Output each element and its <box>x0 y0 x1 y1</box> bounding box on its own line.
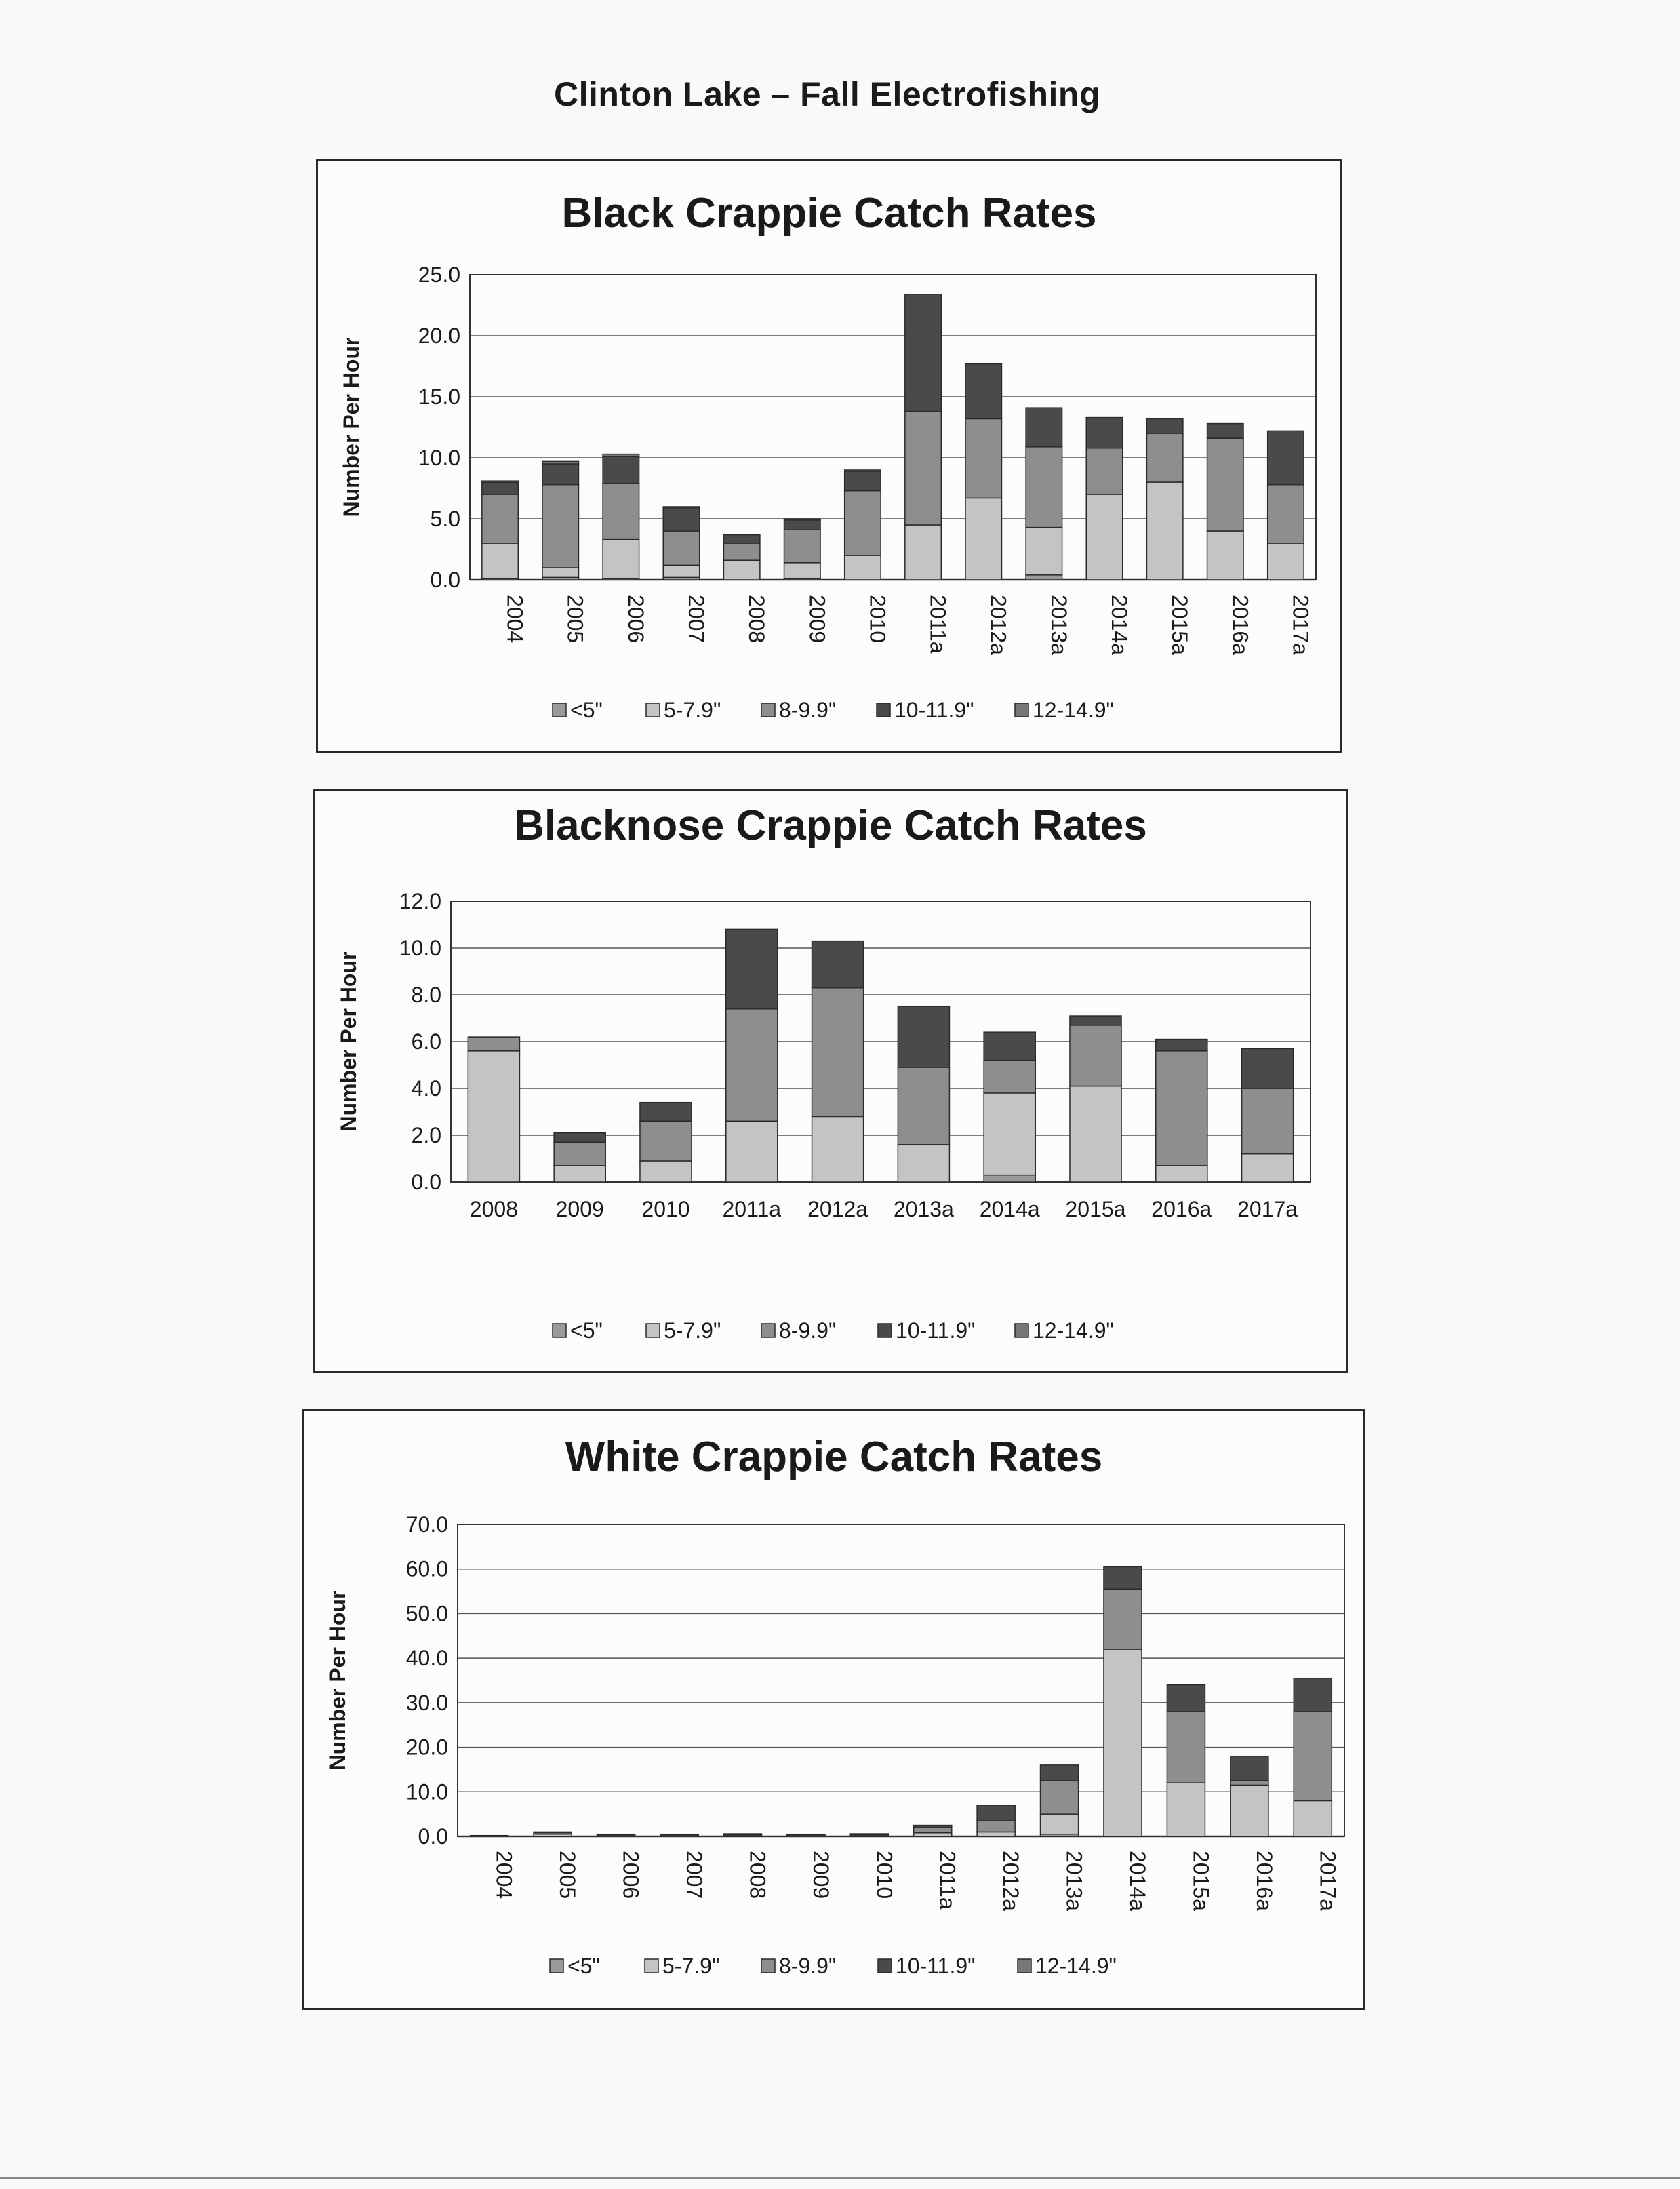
bar-segment <box>1026 575 1062 580</box>
x-tick-label: 2012a <box>986 595 1011 655</box>
bar-segment <box>1041 1781 1079 1814</box>
y-tick-label: 40.0 <box>405 1646 448 1671</box>
x-tick-label: 2017a <box>1315 1851 1340 1911</box>
legend-swatch <box>1018 1959 1031 1973</box>
bar-segment <box>1207 438 1243 531</box>
bar-segment <box>1086 494 1122 580</box>
bar-segment <box>845 491 881 555</box>
bar-segment <box>482 494 518 543</box>
y-tick-label: 15.0 <box>418 384 460 409</box>
bar-segment <box>977 1832 1015 1836</box>
bar-segment <box>1242 1154 1294 1182</box>
bar-segment <box>1294 1800 1332 1836</box>
x-tick-label: 2012a <box>807 1197 868 1221</box>
legend-label: 8-9.9" <box>779 1318 837 1343</box>
legend-label: <5" <box>570 698 603 722</box>
bar-segment <box>726 1009 778 1122</box>
x-tick-label: 2016a <box>1151 1197 1212 1221</box>
bar-segment <box>965 363 1001 418</box>
y-tick-label: 0.0 <box>411 1170 441 1194</box>
legend-label: 12-14.9" <box>1033 1318 1114 1343</box>
x-tick-label: 2012a <box>999 1851 1024 1911</box>
bar-segment <box>1041 1814 1079 1834</box>
chart-title: Blacknose Crappie Catch Rates <box>514 802 1147 849</box>
bar-segment <box>1167 1685 1205 1712</box>
y-axis-label: Number Per Hour <box>339 337 363 517</box>
y-axis-label: Number Per Hour <box>325 1590 350 1771</box>
legend-label: 12-14.9" <box>1035 1954 1117 1978</box>
bar-segment <box>640 1103 692 1122</box>
bar-segment <box>723 536 759 543</box>
x-tick-label: 2007 <box>684 595 708 644</box>
x-tick-label: 2008 <box>744 595 769 644</box>
bar-segment <box>977 1805 1015 1821</box>
legend-swatch <box>646 703 660 717</box>
legend-label: 8-9.9" <box>779 698 837 722</box>
x-tick-label: 2009 <box>555 1197 604 1221</box>
white-crappie-chart-panel <box>302 1409 1365 2010</box>
bar-segment <box>905 412 941 525</box>
page-bottom-rule <box>0 2177 1680 2179</box>
x-tick-label: 2017a <box>1237 1197 1298 1221</box>
bar-segment <box>914 1826 952 1828</box>
x-tick-label: 2014a <box>1107 595 1132 655</box>
bar-segment <box>1156 1051 1207 1166</box>
x-tick-label: 2013a <box>1062 1851 1087 1911</box>
x-tick-label: 2009 <box>808 1851 833 1899</box>
y-tick-label: 50.0 <box>405 1601 448 1626</box>
bar-segment <box>984 1093 1035 1175</box>
chart-title: White Crappie Catch Rates <box>565 1434 1103 1480</box>
bar-segment <box>845 470 881 471</box>
y-tick-label: 10.0 <box>399 936 441 960</box>
bar-segment <box>542 568 578 577</box>
plot-area-frame <box>458 1524 1344 1836</box>
bar-segment <box>1242 1048 1294 1088</box>
bar-segment <box>663 508 699 531</box>
bar-segment <box>1207 531 1243 580</box>
x-tick-label: 2016a <box>1228 595 1253 655</box>
bar-segment <box>977 1821 1015 1832</box>
bar-segment <box>984 1032 1035 1060</box>
legend-swatch <box>1015 1324 1028 1337</box>
bar-segment <box>603 456 639 484</box>
blacknose-crappie-chart-panel <box>313 789 1348 1373</box>
x-tick-label: 2010 <box>641 1197 690 1221</box>
bar-segment <box>784 519 820 520</box>
bar-segment <box>597 1834 635 1835</box>
bar-segment <box>1104 1566 1142 1589</box>
bar-segment <box>984 1175 1035 1182</box>
x-tick-label: 2009 <box>805 595 830 644</box>
legend-swatch <box>645 1959 658 1973</box>
y-tick-label: 60.0 <box>405 1556 448 1581</box>
y-tick-label: 20.0 <box>405 1735 448 1760</box>
legend-label: 5-7.9" <box>664 698 721 722</box>
bar-segment <box>1070 1025 1121 1086</box>
bar-segment <box>898 1067 949 1145</box>
bar-segment <box>640 1161 692 1182</box>
legend-swatch <box>1015 703 1028 717</box>
bar-segment <box>542 461 578 464</box>
bar-segment <box>603 540 639 579</box>
bar-segment <box>663 507 699 508</box>
white-crappie-chart <box>304 1411 1363 2008</box>
bar-segment <box>1167 1712 1205 1783</box>
bar-segment <box>1026 528 1062 575</box>
bar-segment <box>468 1037 519 1051</box>
legend-label: 8-9.9" <box>779 1954 837 1978</box>
bar-segment <box>1146 482 1182 580</box>
y-tick-label: 25.0 <box>418 262 460 287</box>
bar-segment <box>914 1828 952 1833</box>
bar-segment <box>905 294 941 412</box>
legend-swatch <box>761 1959 775 1973</box>
y-tick-label: 8.0 <box>411 983 441 1007</box>
legend-swatch <box>761 703 775 717</box>
bar-segment <box>723 534 759 536</box>
bar-segment <box>1156 1166 1207 1182</box>
bar-segment <box>1268 431 1304 484</box>
x-tick-label: 2015a <box>1188 1851 1214 1911</box>
x-tick-label: 2013a <box>893 1197 954 1221</box>
x-tick-label: 2008 <box>469 1197 518 1221</box>
y-tick-label: 4.0 <box>411 1076 441 1101</box>
x-tick-label: 2011a <box>935 1851 960 1910</box>
y-tick-label: 12.0 <box>399 889 441 913</box>
page-title: Clinton Lake – Fall Electrofishing <box>553 75 1100 113</box>
bar-segment <box>1207 424 1243 439</box>
bar-segment <box>1242 1088 1294 1154</box>
y-tick-label: 0.0 <box>430 568 460 592</box>
bar-segment <box>482 482 518 494</box>
x-tick-label: 2008 <box>745 1851 770 1899</box>
bar-segment <box>965 418 1001 498</box>
bar-segment <box>784 563 820 578</box>
bar-segment <box>1167 1783 1205 1836</box>
bar-segment <box>554 1133 605 1143</box>
bar-segment <box>1026 408 1062 447</box>
bar-segment <box>784 520 820 530</box>
y-tick-label: 10.0 <box>418 446 460 470</box>
legend-swatch <box>553 1324 566 1337</box>
bar-segment <box>1231 1781 1268 1786</box>
chart-title: Black Crappie Catch Rates <box>561 190 1097 237</box>
bar-segment <box>1231 1756 1268 1781</box>
bar-segment <box>482 543 518 578</box>
bar-segment <box>1294 1712 1332 1800</box>
legend-label: 5-7.9" <box>664 1318 721 1343</box>
bar-segment <box>1146 418 1182 433</box>
bar-segment <box>1231 1785 1268 1836</box>
black-crappie-chart-panel <box>316 159 1342 753</box>
legend-swatch <box>877 703 890 717</box>
bar-segment <box>812 941 864 988</box>
bar-segment <box>1070 1016 1121 1025</box>
x-tick-label: 2015a <box>1065 1197 1126 1221</box>
x-tick-label: 2006 <box>623 595 648 644</box>
y-tick-label: 10.0 <box>405 1779 448 1805</box>
bar-segment <box>726 1121 778 1182</box>
bar-segment <box>905 525 941 580</box>
legend-swatch <box>553 703 566 717</box>
bar-segment <box>1070 1086 1121 1182</box>
bar-segment <box>812 1116 864 1182</box>
y-tick-label: 0.0 <box>418 1824 448 1849</box>
bar-segment <box>663 565 699 577</box>
legend-swatch <box>878 1959 892 1973</box>
bar-segment <box>1268 485 1304 543</box>
bar-segment <box>554 1142 605 1166</box>
bar-segment <box>984 1061 1035 1093</box>
x-tick-label: 2005 <box>555 1851 580 1899</box>
x-tick-label: 2004 <box>492 1851 517 1899</box>
bar-segment <box>726 929 778 1008</box>
legend-label: 10-11.9" <box>896 1954 976 1978</box>
bar-segment <box>723 560 759 580</box>
bar-segment <box>603 484 639 540</box>
bar-segment <box>898 1006 949 1067</box>
x-tick-label: 2014a <box>1125 1851 1150 1911</box>
bar-segment <box>914 1833 952 1836</box>
black-crappie-chart <box>318 161 1340 751</box>
bar-segment <box>1041 1765 1079 1781</box>
bar-segment <box>554 1166 605 1182</box>
y-axis-label: Number Per Hour <box>336 951 361 1132</box>
bar-segment <box>542 485 578 568</box>
y-tick-label: 2.0 <box>411 1123 441 1147</box>
bar-segment <box>603 454 639 457</box>
bar-segment <box>784 530 820 563</box>
y-tick-label: 5.0 <box>430 507 460 531</box>
x-tick-label: 2016a <box>1252 1851 1277 1911</box>
x-tick-label: 2017a <box>1288 595 1313 655</box>
y-tick-label: 6.0 <box>411 1029 441 1054</box>
x-tick-label: 2010 <box>865 595 890 644</box>
bar-segment <box>723 543 759 560</box>
bar-segment <box>1104 1589 1142 1649</box>
bar-segment <box>1146 433 1182 482</box>
legend-swatch <box>550 1959 563 1973</box>
legend-label: 5-7.9" <box>662 1954 720 1978</box>
legend-label: 10-11.9" <box>896 1318 976 1343</box>
bar-segment <box>812 988 864 1117</box>
bar-segment <box>663 531 699 565</box>
legend-label: <5" <box>567 1954 600 1978</box>
x-tick-label: 2006 <box>618 1851 643 1899</box>
bar-segment <box>660 1834 698 1835</box>
x-tick-label: 2005 <box>563 595 588 644</box>
x-tick-label: 2010 <box>872 1851 897 1899</box>
legend-swatch <box>878 1324 892 1337</box>
bar-segment <box>845 555 881 580</box>
bar-segment <box>1268 543 1304 580</box>
bar-segment <box>1156 1040 1207 1051</box>
x-tick-label: 2004 <box>502 595 527 644</box>
y-tick-label: 20.0 <box>418 323 460 348</box>
bar-segment <box>845 471 881 491</box>
y-tick-label: 70.0 <box>405 1512 448 1537</box>
bar-segment <box>640 1121 692 1161</box>
y-tick-label: 30.0 <box>405 1690 448 1715</box>
legend-label: 10-11.9" <box>894 698 974 722</box>
x-tick-label: 2011a <box>925 595 951 654</box>
x-tick-label: 2011a <box>722 1197 782 1221</box>
bar-segment <box>482 481 518 482</box>
x-tick-label: 2014a <box>979 1197 1040 1221</box>
bar-segment <box>965 498 1001 580</box>
x-tick-label: 2013a <box>1046 595 1071 655</box>
legend-swatch <box>646 1324 660 1337</box>
bar-segment <box>1026 447 1062 528</box>
plot-area-frame <box>470 275 1316 580</box>
bar-segment <box>1294 1678 1332 1712</box>
x-tick-label: 2015a <box>1167 595 1193 655</box>
blacknose-crappie-chart <box>315 791 1346 1371</box>
bar-segment <box>1104 1649 1142 1836</box>
bar-segment <box>542 464 578 485</box>
bar-segment <box>898 1145 949 1182</box>
legend-label: <5" <box>570 1318 603 1343</box>
x-tick-label: 2007 <box>682 1851 706 1899</box>
legend-label: 12-14.9" <box>1033 698 1114 722</box>
bar-segment <box>468 1051 519 1182</box>
bar-segment <box>1086 418 1122 448</box>
bar-segment <box>787 1834 825 1835</box>
bar-segment <box>1086 448 1122 494</box>
legend-swatch <box>761 1324 775 1337</box>
